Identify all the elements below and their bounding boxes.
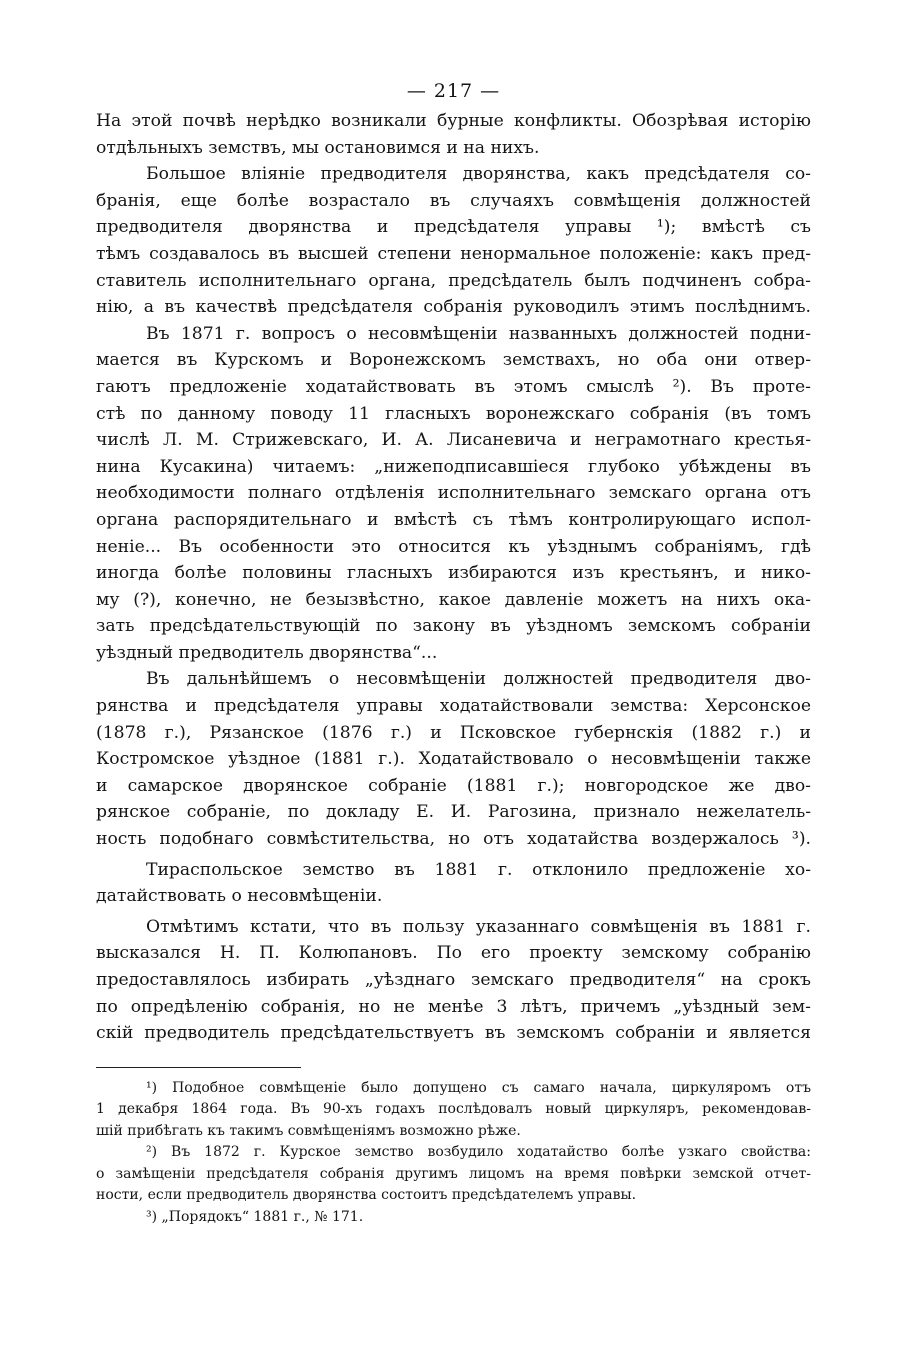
text-line: ставитель исполнительнаго органа, предсѣдатель былъ подчиненъ собра- [96,270,811,291]
text-line: На этой почвѣ нерѣдко возникали бурные конфликты. Обозрѣвая исторію [96,111,811,131]
footnote-line: 1 декабря 1864 года. Въ 90-хъ годахъ послѣдовалъ новый циркуляръ, рекомендовав- [96,1101,811,1118]
text-line: предоставлялось избирать „уѣзднаго земскаго предводителя“ на срокъ [96,970,811,990]
text-line: бранія, еще болѣе возрастало въ случаяхъ совмѣщенія должностей [96,190,811,211]
text-line: рянства и предсѣдателя управы ходатайствовали земства: Херсонское [96,696,811,717]
text-line: гаютъ предложеніе ходатайствовать въ этомъ смыслѣ ²). Въ проте- [96,376,811,397]
text-line: скій предводитель предсѣдательствуетъ въ земскомъ собраніи и является [96,1023,811,1044]
document-page [96,74,811,1228]
text-line: иногда болѣе половины гласныхъ избираются изъ крестьянъ, и нико- [96,563,811,584]
text-line: высказался Н. П. Колюпановъ. По его проекту земскому собранію [96,943,811,964]
text-line: органа распорядительнаго и вмѣстѣ съ тѣмъ контролирующаго испол- [96,509,811,530]
text-line: (1878 г.), Рязанское (1876 г.) и Псковское губернскія (1882 г.) и [96,722,811,743]
text-line: уѣздный предводитель дворянства“... [96,642,438,663]
text-line: неніе... Въ особенности это относится къ уѣзднымъ собраніямъ, гдѣ [96,536,811,557]
text-line: Отмѣтимъ кстати, что въ пользу указаннаго совмѣщенія въ 1881 г. [146,916,811,937]
text-line: нію, а въ качествѣ предсѣдателя собранія руководилъ этимъ послѣднимъ. [96,297,811,318]
page-number: — 217 — [406,80,501,102]
text-line: стѣ по данному поводу 11 гласныхъ воронежскаго собранія (въ томъ [96,403,811,424]
footnote-line: ²) Въ 1872 г. Курское земство возбудило ходатайство болѣе узкаго свойства: [146,1144,811,1161]
text-line: по опредѣленію собранія, но не менѣе 3 лѣтъ, причемъ „уѣздный зем- [96,996,811,1017]
text-line: Тираспольское земство въ 1881 г. отклонило предложеніе хо- [146,859,811,880]
footnotes [96,1078,811,1229]
text-line: Костромское уѣздное (1881 г.). Ходатайствовало о несовмѣщеніи также [96,749,811,770]
text-line: тѣмъ создавалось въ высшей степени ненормальное положеніе: какъ пред- [96,243,811,264]
text-line: мается въ Курскомъ и Воронежскомъ земствахъ, но оба они отвер- [96,350,811,371]
text-line: рянское собраніе, по докладу Е. И. Рагозина, признало нежелатель- [96,802,811,823]
text-line: нина Кусакина) читаемъ: „нижеподписавшіеся глубоко убѣждены въ [96,456,811,477]
text-line: ность подобнаго совмѣстительства, но отъ ходатайства воздержалось ³). [96,829,811,850]
text-line: му (?), конечно, не безызвѣстно, какое давленіе можетъ на нихъ ока- [96,589,811,610]
main-text [96,108,811,1047]
text-line: необходимости полнаго отдѣленія исполнительнаго земскаго органа отъ [96,483,811,504]
text-line: отдѣльныхъ земствъ, мы остановимся и на нихъ. [96,137,540,158]
footnote-divider [96,1067,301,1068]
text-line: зать предсѣдательствующій по закону въ уѣздномъ земскомъ собраніи [96,616,811,637]
text-line: Въ дальнѣйшемъ о несовмѣщеніи должностей предводителя дво- [146,669,811,690]
text-line: числѣ Л. М. Стрижевскаго, И. А. Лисаневича и неграмотнаго крестья- [96,430,811,451]
footnote-line: о замѣщеніи предсѣдателя собранія другимъ лицомъ на время повѣрки земской отчет- [96,1165,811,1182]
text-line: предводителя дворянства и предсѣдателя управы ¹); вмѣстѣ съ [96,217,811,238]
text-line: датайствовать о несовмѣщеніи. [96,886,383,907]
footnote-line: шій прибѣгать къ такимъ совмѣщеніямъ возможно рѣже. [96,1122,521,1139]
text-line: Въ 1871 г. вопросъ о несовмѣщеніи названныхъ должностей подни- [146,323,811,344]
footnote-line: ности, если предводитель дворянства состоитъ предсѣдателемъ управы. [96,1187,637,1204]
text-line: Большое вліяніе предводителя дворянства, какъ предсѣдателя со- [146,164,811,185]
text-line: и самарское дворянское собраніе (1881 г.); новгородское же дво- [96,775,811,796]
footnote-line: ³) „Порядокъ“ 1881 г., № 171. [146,1208,364,1225]
footnote-line: ¹) Подобное совмѣщеніе было допущено съ самаго начала, циркуляромъ отъ [146,1079,811,1096]
